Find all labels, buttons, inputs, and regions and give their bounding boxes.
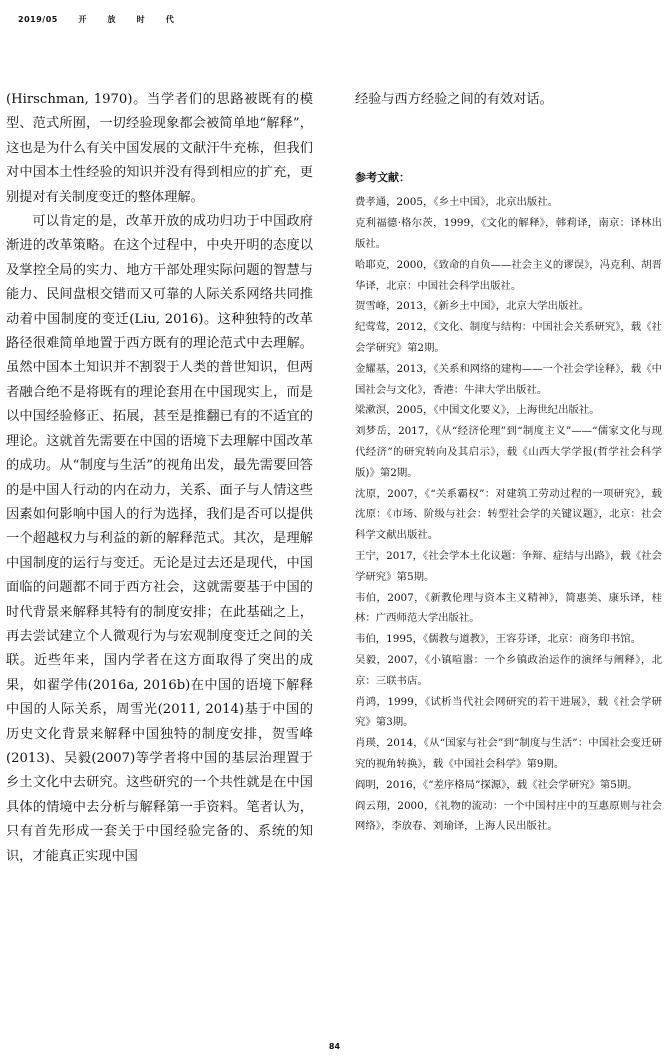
reference-item: 韦伯，1995，《儒教与道教》，王容芬译，北京：商务印书馆。	[355, 633, 642, 646]
issue-label: 2019/05	[18, 15, 58, 24]
body-paragraph-continued: 经验与西方经验之间的有效对话。	[355, 92, 553, 107]
journal-name-char: 开	[78, 15, 87, 24]
reference-item: 王宁，2017，《社会学本土化议题：争辩、症结与出路》，载《社会学研究》第5期。	[355, 549, 662, 583]
reference-item: 哈耶克，2000，《致命的自负——社会主义的谬误》，冯克利、胡晋华译，北京：中国社会科学出版社。	[355, 258, 662, 292]
references-heading: 参考文献：	[355, 171, 410, 185]
references-list	[355, 192, 662, 837]
right-column	[355, 88, 662, 837]
page-number: 84	[328, 1042, 341, 1051]
reference-item: 韦伯，2007，《新教伦理与资本主义精神》，简惠美、康乐译，桂林：广西师范大学出版社。	[355, 591, 662, 625]
reference-item: 肖鸿，1999，《试析当代社会网研究的若干进展》，载《社会学研究》第3期。	[355, 695, 662, 729]
reference-item: 梁漱溟，2005，《中国文化要义》，上海世纪出版社。	[355, 404, 600, 417]
journal-name-char: 代	[165, 15, 175, 24]
running-header	[18, 14, 174, 25]
body-paragraph: (Hirschman, 1970)。当学者们的思路被既有的模型、范式所囿，一切经验现象都会被简单地“解释”，这也是为什么有关中国发展的文献汗牛充栋，但我们对中国本土性经验的知识并没有得到相应的扩充，更别提对有关制度变迁的整体理解。	[6, 92, 313, 205]
reference-item: 克利福德·格尔茨，1999，《文化的解释》，韩莉译，南京：译林出版社。	[355, 217, 662, 250]
reference-item: 肖瑛，2014，《从“国家与社会”到“制度与生活”：中国社会变迁研究的视角转换》，载《中国社会科学》第9期。	[355, 737, 662, 770]
reference-item: 纪莺莺，2012，《文化、制度与结构：中国社会关系研究》，载《社会学研究》第2期。	[355, 321, 662, 354]
journal-name-char: 放	[107, 15, 117, 24]
reference-item: 沈原，2007，《“关系霸权”：对建筑工劳动过程的一项研究》，载沈原：《市场、阶级与社会：转型社会学的关键议题》，北京：社会科学文献出版社。	[355, 487, 662, 542]
reference-item: 贺雪峰，2013，《新乡土中国》，北京大学出版社。	[355, 300, 590, 313]
left-column	[6, 88, 313, 869]
reference-item: 阎明，2016，《“差序格局”探源》，载《社会学研究》第5期。	[355, 778, 638, 791]
reference-item: 阎云翔，2000，《礼物的流动：一个中国村庄中的互惠原则与社会网络》，李放春、刘瑜译，上海人民出版社。	[355, 799, 662, 833]
reference-item: 费孝通，2005，《乡土中国》，北京出版社。	[355, 196, 559, 209]
reference-item: 刘梦岳，2017，《从“经济伦理”到“制度主义”——“儒家文化与现代经济”的研究转向及其启示》，载《山西大学学报(哲学社会科学版)》第2期。	[355, 425, 662, 479]
reference-item: 金耀基，2013，《关系和网络的建构——一个社会学诠释》，载《中国社会与文化》，香港：牛津大学出版社。	[355, 362, 662, 396]
journal-name-char: 时	[136, 15, 146, 24]
body-paragraph: 可以肯定的是，改革开放的成功归功于中国政府渐进的改革策略。在这个过程中，中央开明的态度以及掌控全局的实力、地方干部处理实际问题的智慧与能力、民间盘根交错而又可靠的人际关系网络共同推动着中国制度的变迁(Liu, 2016)。这种独特的改革路径很难简单地置于西方既有的理论范式中去理解。虽然中国本土知识并不割裂于人类的普世知识，但两者融合绝不是将既有的理论套用在中国现实上，而是以中国经验修正、拓展，甚至是推翻已有的不适宜的理论。这就首先需要在中国的语境下去理解中国改革的成功。从“制度与生活”的视角出发，最先需要回答的是中国人行动的内在动力，关系、面子与人情这些因素如何影响中国人的行为选择，我们是否可以提供一个超越权力与利益的新的解释范式。其次，是理解中国制度的运行与变迁。无论是过去还是现代，中国面临的问题都不同于西方社会，这就需要基于中国的时代背景来解释其特有的制度安排；在此基础之上，再去尝试建立个人微观行为与宏观制度变迁之间的关联。近些年来，国内学者在这方面取得了突出的成果，如翟学伟(2016a, 2016b)在中国的语境下解释中国的人际关系，周雪光(2011, 2014)基于中国的历史文化背景来解释中国独特的制度安排，贺雪峰(2013)、吴毅(2007)等学者将中国的基层治理置于乡土文化中去研究。这些研究的一个共性就是在中国具体的情境中去分析与解释第一手资料。笔者认为，只有首先形成一套关于中国经验完备的、系统的知识，才能真正实现中国	[6, 214, 313, 864]
reference-item: 吴毅，2007，《小镇喧嚣：一个乡镇政治运作的演绎与阐释》，北京：三联书店。	[355, 653, 662, 687]
